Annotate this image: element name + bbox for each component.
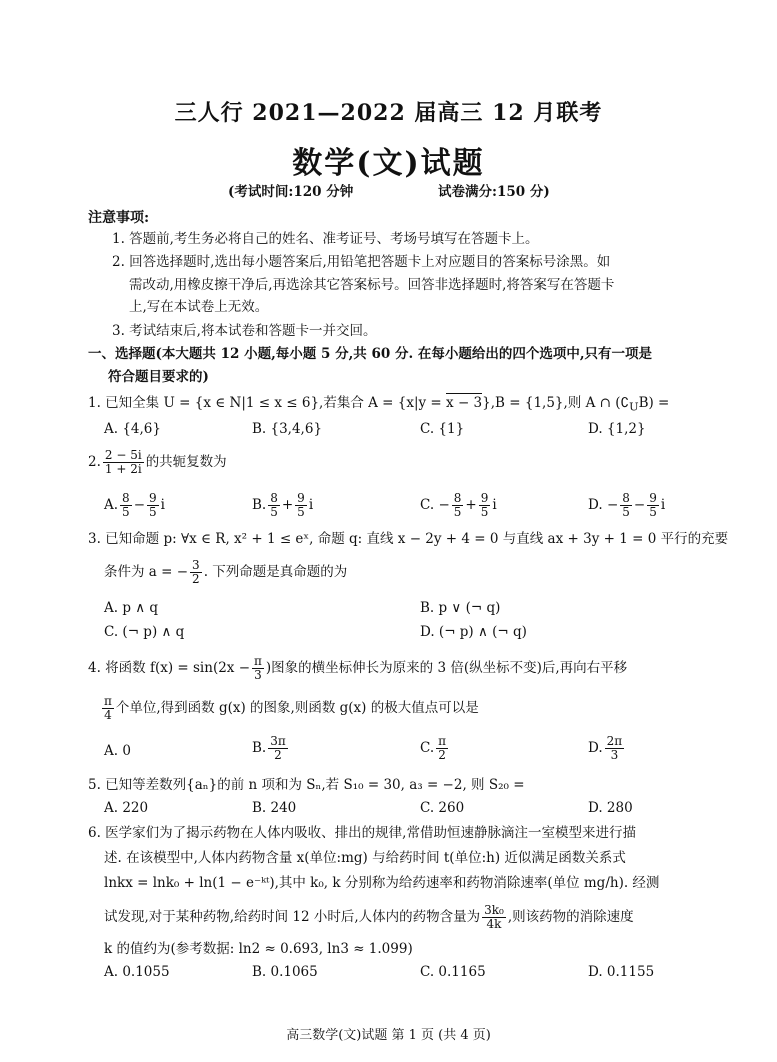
q2-option-d — [588, 492, 665, 519]
q2-c-op: + — [465, 497, 477, 513]
q4-d-frac — [605, 735, 625, 762]
q2-d-i: i — [660, 497, 666, 513]
q2-a-d1: 5 — [122, 505, 130, 519]
q2-option-c — [420, 492, 497, 519]
q4-c-den: 2 — [438, 748, 446, 762]
q2-a-n1: 8 — [122, 491, 130, 505]
q3-option-d: D. (¬ p) ∧ (¬ q) — [420, 624, 527, 640]
q2-num: 2. — [88, 454, 101, 470]
q4-line1-a: 4. 将函数 f(x) = sin(2x − — [88, 660, 251, 676]
question-3-line2 — [104, 558, 347, 586]
q4-frac2-num: π — [104, 694, 112, 708]
q2-d-op: − — [633, 497, 646, 513]
q2-d-label: D. — [588, 497, 603, 513]
q1-option-d: D. {1,2} — [588, 421, 646, 437]
q2-b-d2: 5 — [297, 505, 305, 519]
q2-d-frac1 — [620, 492, 632, 519]
q3-frac-num: 3 — [192, 558, 200, 572]
q5-option-b: B. 240 — [252, 800, 297, 816]
q5-option-c: C. 260 — [420, 800, 465, 816]
q2-b-op: + — [281, 497, 294, 513]
q2-d-n1: 8 — [622, 491, 630, 505]
q2-c-frac1 — [452, 492, 464, 519]
notice-item-3: 3. 考试结束后,将本试卷和答题卡一并交回。 — [112, 323, 377, 339]
notice-title: 注意事项: — [88, 210, 150, 226]
q1-stem-part: },B = {1,5},则 A ∩ (∁ — [482, 395, 630, 411]
q2-a-n2: 9 — [149, 491, 157, 505]
q2-b-n2: 9 — [297, 491, 305, 505]
q4-option-b — [252, 735, 290, 762]
notice-item-2: 2. 回答选择题时,选出每小题答案后,用铅笔把答题卡上对应题目的答案标号涂黑。如 — [112, 254, 611, 270]
q4-c-num: π — [438, 734, 447, 748]
q1-option-b: B. {3,4,6} — [252, 421, 323, 437]
q4-b-frac — [268, 735, 288, 762]
q6-line4-a: 试发现,对于某种药物,给药时间 12 小时后,人体内的药物含量为 — [104, 909, 481, 925]
q3-line2-b: . 下列命题是真命题的为 — [203, 564, 348, 580]
q2-c-i: i — [492, 497, 497, 513]
q2-d-sign: − — [606, 497, 619, 513]
q2-b-n1: 8 — [270, 491, 278, 505]
q3-frac-den: 2 — [192, 572, 200, 586]
q6-option-c: C. 0.1165 — [420, 964, 486, 980]
q2-c-n2: 9 — [480, 491, 489, 505]
q4-b-num: 3π — [270, 734, 286, 748]
q4-option-c — [420, 735, 450, 762]
q2-b-frac2 — [295, 492, 307, 519]
q4-fraction-1 — [252, 655, 264, 682]
q2-option-a — [104, 492, 165, 519]
q6-option-a: A. 0.1055 — [104, 964, 170, 980]
q4-frac1-num: π — [254, 654, 262, 668]
q2-frac-den: 1 + 2i — [104, 462, 142, 476]
q2-a-d2: 5 — [149, 505, 157, 519]
q1-option-a: A. {4,6} — [104, 421, 161, 437]
q4-d-den: 3 — [610, 748, 619, 762]
q3-option-a: A. p ∧ q — [104, 600, 159, 616]
q4-d-label: D. — [588, 740, 603, 756]
q6-frac-num: 3k₀ — [484, 903, 504, 917]
q2-a-frac2 — [147, 492, 159, 519]
q4-line1-b: )图象的横坐标伸长为原来的 3 倍(纵坐标不变)后,再向右平移 — [265, 660, 628, 676]
question-2-stem — [88, 448, 227, 476]
question-4-line2 — [100, 694, 479, 722]
q4-d-num: 2π — [606, 734, 623, 748]
page-footer: 高三数学(文)试题 第 1 页 (共 4 页) — [286, 1028, 491, 1043]
q2-c-d1: 5 — [453, 505, 462, 519]
q4-option-d — [588, 735, 626, 762]
q4-fraction-2 — [102, 695, 114, 722]
q1-sqrt: x − 3 — [446, 395, 483, 411]
q3-option-b: B. p ∨ (¬ q) — [420, 600, 501, 616]
question-3-line1: 3. 已知命题 p: ∀x ∈ R, x² + 1 ≤ eˣ, 命题 q: 直线 x − 2y + 4 = 0 与直线 ax + 3y + 1 = 0 平行的充要 — [88, 531, 729, 547]
q2-b-frac1 — [268, 492, 280, 519]
section-heading-cont: 符合题目要求的) — [108, 369, 209, 385]
q4-b-den: 2 — [274, 748, 282, 762]
q2-d-d2: 5 — [649, 505, 657, 519]
exam-title: 三人行 2021—2022 届高三 12 月联考 — [174, 100, 603, 126]
question-6-line4 — [104, 903, 634, 931]
q2-a-op: − — [133, 497, 145, 513]
exam-score: 试卷满分:150 分) — [438, 184, 550, 200]
q2-d-frac2 — [647, 492, 659, 519]
q4-c-frac — [436, 735, 448, 762]
q2-b-i: i — [308, 497, 314, 513]
q6-option-d: D. 0.1155 — [588, 964, 655, 980]
q2-c-sign: − — [438, 497, 450, 513]
exam-subtitle: 数学(文)试题 — [292, 146, 485, 181]
question-6-line3: lnkx = lnk₀ + ln(1 − e⁻ᵏᵗ),其中 k₀, k 分别称为给药速率和药物消除速率(单位 mg/h). 经测 — [104, 875, 660, 891]
q4-line2-text: 个单位,得到函数 g(x) 的图象,则函数 g(x) 的极大值点可以是 — [115, 700, 479, 716]
q1-stem-part: 1. 已知全集 U = {x ∈ N|1 ≤ x ≤ 6},若集合 A = {x|y = — [88, 395, 447, 411]
question-6-line5: k 的值约为(参考数据: ln2 ≈ 0.693, ln3 ≈ 1.099) — [104, 941, 413, 957]
q2-a-label: A. — [104, 497, 119, 513]
q6-line4-b: ,则该药物的消除速度 — [507, 909, 634, 925]
notice-item-1: 1. 答题前,考生务必将自己的姓名、准考证号、考场号填写在答题卡上。 — [112, 231, 539, 247]
q2-c-n1: 8 — [453, 491, 462, 505]
q6-fraction — [482, 904, 506, 931]
q5-option-a: A. 220 — [104, 800, 149, 816]
q1-sub: U — [629, 400, 639, 414]
question-1-stem — [88, 394, 669, 417]
q2-d-d1: 5 — [622, 505, 630, 519]
q6-option-b: B. 0.1065 — [252, 964, 318, 980]
question-6-line2: 述. 在该模型中,人体内药物含量 x(单位:mg) 与给药时间 t(单位:h) 近似满足函数关系式 — [104, 850, 626, 866]
q3-line2-a: 条件为 a = − — [104, 564, 189, 580]
q1-option-c: C. {1} — [420, 421, 465, 437]
q2-b-label: B. — [252, 497, 267, 513]
q2-fraction — [103, 449, 144, 476]
q4-frac2-den: 4 — [104, 708, 112, 722]
q2-d-n2: 9 — [649, 491, 657, 505]
q2-c-label: C. — [420, 497, 435, 513]
notice-item-2-cont2: 上,写在本试卷上无效。 — [129, 299, 269, 315]
section-heading: 一、选择题(本大题共 12 小题,每小题 5 分,共 60 分. 在每小题给出的四个选项中,只有一项是 — [88, 346, 653, 362]
q4-c-label: C. — [420, 740, 435, 756]
q2-a-frac1 — [120, 492, 132, 519]
q2-tail: 的共轭复数为 — [145, 454, 227, 470]
question-4-line1 — [88, 654, 627, 682]
q2-c-frac2 — [479, 492, 491, 519]
q6-frac-den: 4k — [486, 917, 502, 931]
q2-a-i: i — [160, 497, 165, 513]
q2-option-b — [252, 492, 313, 519]
q1-stem-part: B) = — [638, 395, 670, 411]
q2-b-d1: 5 — [270, 505, 278, 519]
q2-frac-num: 2 − 5i — [104, 448, 142, 462]
q2-c-d2: 5 — [480, 505, 489, 519]
q3-fraction — [190, 559, 202, 586]
q4-frac1-den: 3 — [254, 668, 262, 682]
q4-b-label: B. — [252, 740, 267, 756]
notice-item-2-cont: 需改动,用橡皮擦干净后,再选涂其它答案标号。回答非选择题时,将答案写在答题卡 — [129, 277, 615, 293]
question-5-stem: 5. 已知等差数列{aₙ}的前 n 项和为 Sₙ,若 S₁₀ = 30, a₃ = −2, 则 S₂₀ = — [88, 777, 525, 793]
q4-option-a: A. 0 — [104, 743, 131, 759]
question-6-line1: 6. 医学家们为了揭示药物在人体内吸收、排出的规律,常借助恒速静脉滴注一室模型来进行描 — [88, 825, 636, 841]
q5-option-d: D. 280 — [588, 800, 633, 816]
exam-time: (考试时间:120 分钟 — [228, 184, 354, 200]
q3-option-c: C. (¬ p) ∧ q — [104, 624, 185, 640]
